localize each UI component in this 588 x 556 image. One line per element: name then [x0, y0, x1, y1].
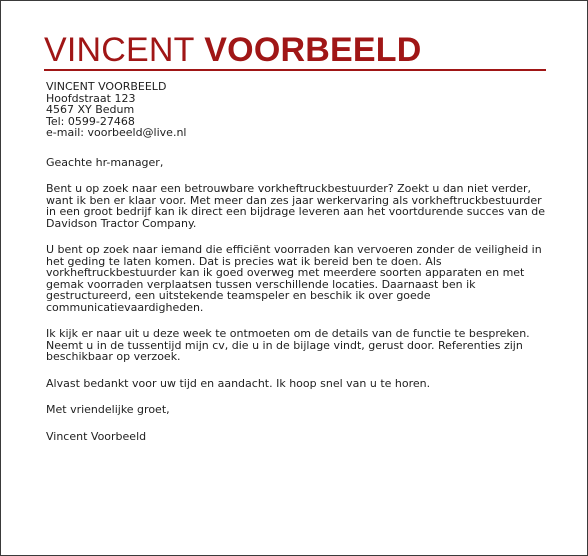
- signature: Vincent Voorbeeld: [46, 429, 147, 443]
- salutation: Geachte hr-manager,: [46, 155, 164, 169]
- page-title: [44, 31, 546, 69]
- closing: Met vriendelijke groet,: [46, 403, 170, 416]
- title-last-name: VOORBEELD: [204, 31, 422, 69]
- sender-email: e-mail: voorbeeld@live.nl: [46, 126, 187, 139]
- letter-header: [44, 31, 546, 71]
- paragraph-2: U bent op zoek naar iemand die efficiënt voorraden kan vervoeren zonder de veiligheid in het geding te laten komen. Dat is precies wat ik bereid ben te doen. Als vorkheftruckbestuurder kan ik goed overweg met meerdere soorten apparaten en met gemak voorraden verplaatsen tussen verschillende locaties. Daarnaast ben ik gestructureerd, een uitstekende teamspeler en beschik ik over goede communicatievaardigheden.: [46, 243, 542, 314]
- letter-body: [46, 81, 551, 442]
- sender-phone: Tel: 0599-27468: [46, 114, 135, 128]
- paragraph-4: Alvast bedankt voor uw tijd en aandacht. Ik hoop snel van u te horen.: [46, 376, 431, 390]
- sender-address: [46, 81, 551, 139]
- title-first-name: VINCENT: [44, 31, 195, 69]
- sender-city: 4567 XY Bedum: [46, 103, 135, 116]
- sender-street: Hoofdstraat 123: [46, 91, 136, 105]
- sender-name: VINCENT VOORBEELD: [46, 80, 167, 93]
- paragraph-3: Ik kijk er naar uit u deze week te ontmoeten om de details van de functie te bespreken. Neemt u in de tussentijd mijn cv, die u in de bijlage vindt, gerust door. Referenties zijn beschikbaar op verzoek.: [46, 327, 530, 363]
- paragraph-1: Bent u op zoek naar een betrouwbare vorkheftruckbestuurder? Zoekt u dan niet verder, want ik ben er klaar voor. Met meer dan zes jaar werkervaring als vorkheftruckbestuurder in een groot bedrijf kan ik direct een bijdrage leveren aan het voortdurende succes van de Davidson Tractor Company.: [46, 182, 546, 230]
